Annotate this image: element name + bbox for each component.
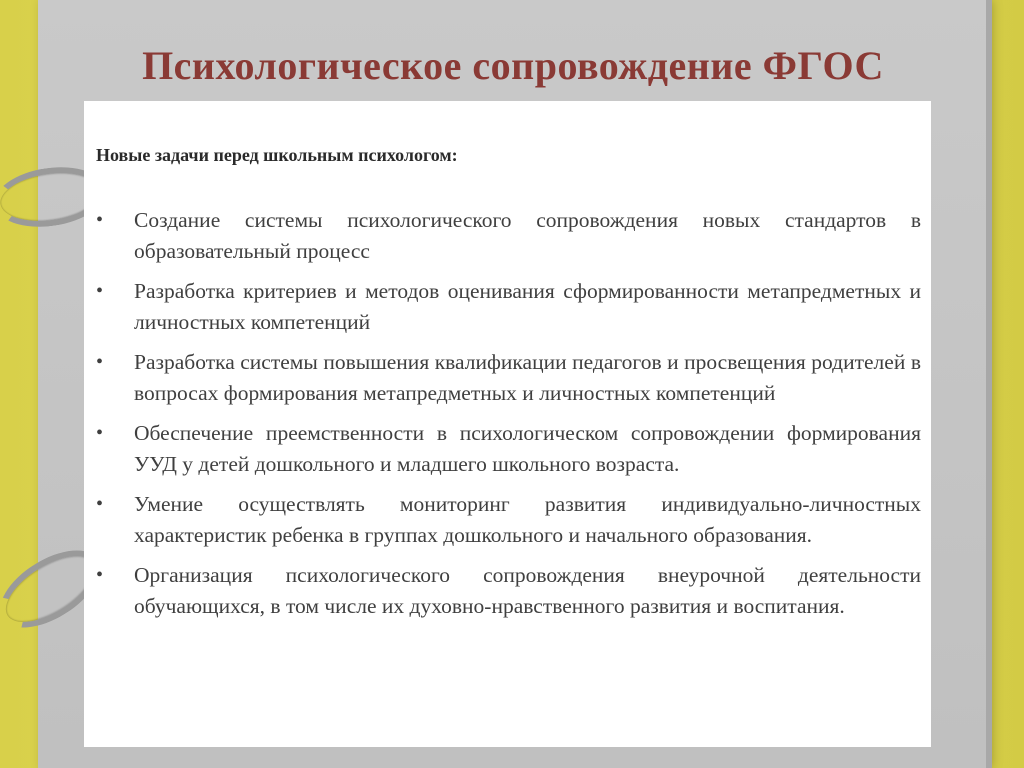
list-item (84, 489, 931, 551)
slide-title: Психологическое сопровождение ФГОС (142, 43, 884, 88)
bullet-icon: • (96, 493, 104, 515)
list-item (84, 276, 931, 338)
bullet-icon: • (96, 351, 104, 373)
bullet-icon: • (96, 209, 104, 231)
bullet-icon: • (96, 564, 104, 586)
list-item (84, 347, 931, 409)
task-text: Разработка системы повышения квалификации педагогов и просвещения родителей в вопросах формирования метапредметных и личностных компетенций (134, 350, 921, 405)
notebook-edge (986, 0, 992, 768)
task-text: Организация психологического сопровождения внеурочной деятельности обучающихся, в том числе их духовно-нравственного развития и воспитания. (134, 563, 921, 618)
bullet-icon: • (96, 280, 104, 302)
subtitle: Новые задачи перед школьным психологом: (96, 145, 458, 165)
task-text: Создание системы психологического сопровождения новых стандартов в образовательный процесс (134, 208, 921, 263)
bullet-icon: • (96, 422, 104, 444)
list-item (84, 418, 931, 480)
task-text: Разработка критериев и методов оценивания сформированности метапредметных и личностных компетенций (134, 279, 921, 334)
list-item (84, 560, 931, 622)
task-text: Обеспечение преемственности в психологическом сопровождении формирования УУД у детей дошкольного и младшего школьного возраста. (134, 421, 921, 476)
task-text: Умение осуществлять мониторинг развития индивидуально-личностных характеристик ребенка в группах дошкольного и начального образования. (134, 492, 921, 547)
content-panel (84, 101, 931, 747)
task-list (84, 205, 931, 631)
list-item (84, 205, 931, 267)
